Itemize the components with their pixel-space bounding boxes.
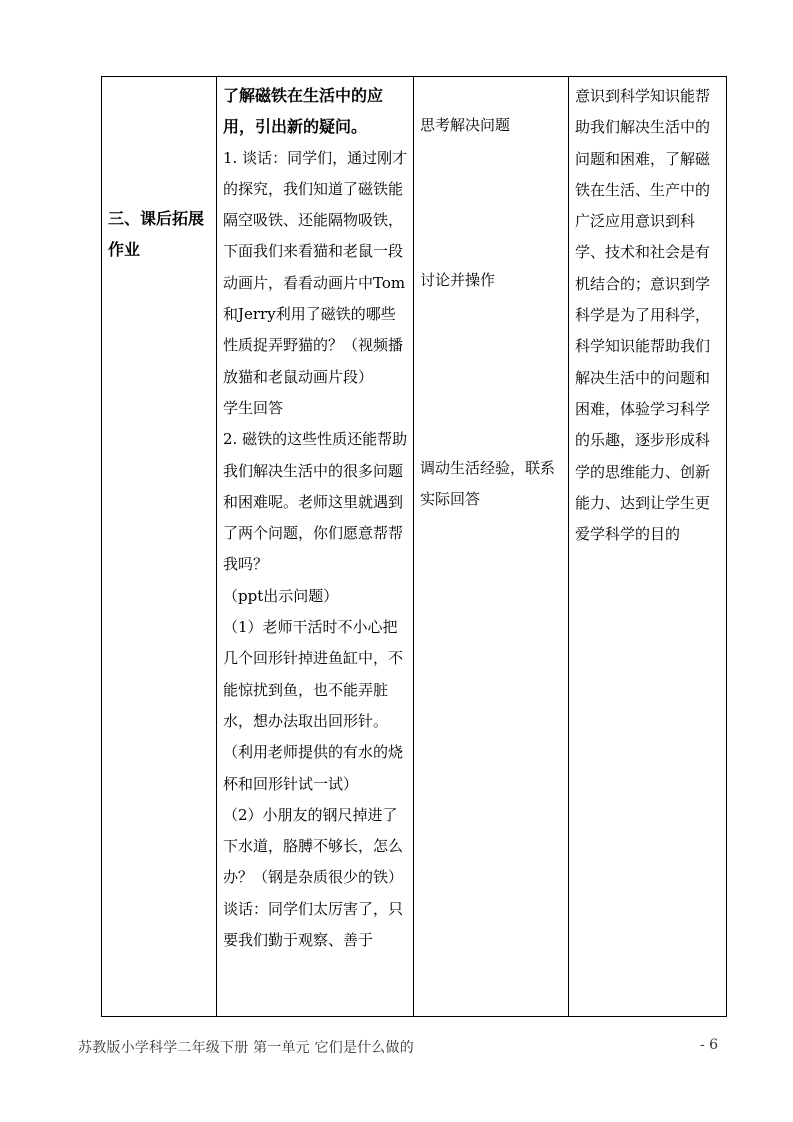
teacher-paragraph: 学生回答: [223, 398, 284, 417]
lesson-plan-table: [101, 76, 727, 1017]
design-intent-cell: [569, 77, 727, 1017]
student-activity: 思考解决问题: [420, 116, 511, 134]
stage-cell: [102, 77, 217, 1017]
teacher-paragraph: 1. 谈话：同学们，通过刚才的探究，我们知道了磁铁能隔空吸铁、还能隔物吸铁，下面我们来看猫和老鼠一段动画片，看看动画片中Tom和Jerry利用了磁铁的哪些性质捉弄野猫的？（视频播放猫和老鼠动画片段）: [223, 148, 408, 386]
student-activity-cell: [414, 77, 569, 1017]
page-number: - 6: [700, 1037, 719, 1053]
section-heading: 了解磁铁在生活中的应用，引出新的疑问。: [223, 86, 384, 137]
teacher-paragraph: 谈话：同学们太厉害了，只要我们勤于观察、善于: [223, 899, 404, 950]
teacher-paragraph: （ppt出示问题）: [223, 586, 339, 605]
teacher-paragraph: （1）老师干活时不小心把几个回形针掉进鱼缸中，不能惊扰到鱼，也不能弄脏水，想办法取出回形针。（利用老师提供的有水的烧杯和回形针试一试）: [223, 618, 404, 793]
teacher-paragraph: 2. 磁铁的这些性质还能帮助我们解决生活中的很多问题和困难呢。老师这里就遇到了两个问题，你们愿意帮帮我吗？: [223, 430, 408, 574]
teacher-activity-cell: [217, 77, 414, 1017]
stage-label: 三、课后拓展作业: [108, 209, 205, 259]
design-intent-text: 意识到科学知识能帮助我们解决生活中的问题和困难，了解磁铁在生活、生产中的广泛应用意识到科学、技术和社会是有机结合的；意识到学科学是为了用科学，科学知识能帮助我们解决生活中的问题和困难，体验学习科学的乐趣，逐步形成科学的思维能力、创新能力、达到让学生更爱学科学的目的: [575, 87, 711, 544]
footer-title: 苏教版小学科学二年级下册 第一单元 它们是什么做的: [78, 1040, 414, 1056]
student-activity: 调动生活经验，联系实际回答: [420, 459, 556, 508]
student-activity: 讨论并操作: [420, 271, 496, 289]
table-row: [102, 77, 727, 1017]
teacher-paragraph: （2）小朋友的钢尺掉进了下水道，胳膊不够长，怎么办？（钢是杂质很少的铁）: [223, 805, 404, 887]
